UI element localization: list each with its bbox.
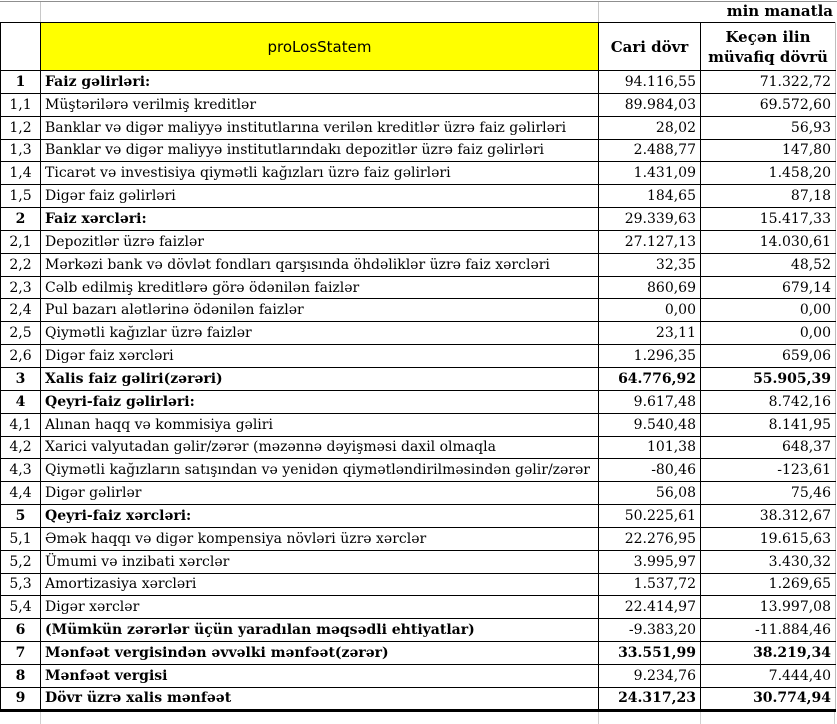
previous-period-value-cell[interactable]: 1.458,20 [701,162,836,185]
table-row [1,230,836,253]
row-number-cell[interactable]: 2,6 [1,345,41,368]
table-row [1,299,836,322]
row-label-cell[interactable]: Xarici valyutadan gəlir/zərər (məzənnə dəyişməsi daxil olmaqla [41,436,599,459]
current-period-value-cell[interactable]: 9.617,48 [599,390,701,413]
row-number-cell[interactable]: 2,4 [1,299,41,322]
row-label-cell[interactable]: Banklar və digər maliyyə institutlarındakı depozitlər üzrə faiz gəlirləri [41,139,599,162]
row-label-cell[interactable]: Faiz gəlirləri: [41,71,599,94]
row-label-cell[interactable]: Mənfəət vergisi [41,664,599,687]
previous-period-value-cell[interactable]: 48,52 [701,253,836,276]
row-number-cell[interactable]: 1,3 [1,139,41,162]
table-row [1,71,836,94]
current-period-value-cell[interactable]: 9.540,48 [599,413,701,436]
row-label-cell[interactable]: Digər gəlirlər [41,482,599,505]
previous-period-value-cell[interactable]: 13.997,08 [701,596,836,619]
previous-period-value-cell[interactable]: 8.742,16 [701,390,836,413]
gridline-vertical [598,2,599,22]
row-label-cell[interactable]: Dövr üzrə xalis mənfəət [41,687,599,710]
row-label-cell[interactable]: Əmək haqqı və digər kompensiya növləri üzrə xərclər [41,527,599,550]
current-period-value-cell[interactable]: 2.488,77 [599,139,701,162]
row-number-cell[interactable]: 5 [1,505,41,528]
unit-note-row [0,0,837,22]
row-number-cell[interactable]: 1,1 [1,93,41,116]
gridline-vertical [40,2,41,22]
table-row [1,162,836,185]
current-period-value-cell[interactable]: 24.317,23 [599,687,701,710]
previous-period-value-cell[interactable]: 1.269,65 [701,573,836,596]
row-number-cell[interactable]: 7 [1,642,41,665]
current-period-value-cell[interactable]: 860,69 [599,276,701,299]
previous-period-value-cell[interactable]: 30.774,94 [701,687,836,710]
current-period-value-cell[interactable]: 9.234,76 [599,664,701,687]
previous-period-value-cell[interactable]: 0,00 [701,322,836,345]
previous-period-value-cell[interactable]: 71.322,72 [701,71,836,94]
row-label-cell[interactable]: Mərkəzi bank və dövlət fondları qarşısında öhdəliklər üzrə faiz xərcləri [41,253,599,276]
previous-period-value-cell[interactable]: 0,00 [701,299,836,322]
row-number-cell[interactable]: 1,5 [1,185,41,208]
current-period-value-cell[interactable]: 3.995,97 [599,550,701,573]
previous-period-value-cell[interactable]: 69.572,60 [701,93,836,116]
previous-period-value-cell[interactable]: 659,06 [701,345,836,368]
row-number-cell[interactable]: 4,1 [1,413,41,436]
previous-period-value-cell[interactable]: -123,61 [701,459,836,482]
table-row [1,413,836,436]
row-label-cell[interactable]: Qiymətli kağızların satışından və yenidən qiymətləndirilməsindən gəlir/zərər [41,459,599,482]
gridline-vertical [598,712,599,724]
previous-period-value-cell[interactable]: 648,37 [701,436,836,459]
current-period-value-cell[interactable]: 22.276,95 [599,527,701,550]
row-number-cell[interactable]: 5,2 [1,550,41,573]
row-number-cell[interactable]: 4,2 [1,436,41,459]
current-period-value-cell[interactable]: -9.383,20 [599,619,701,642]
current-period-value-cell[interactable]: 56,08 [599,482,701,505]
table-row [1,345,836,368]
table-row [1,687,836,710]
col-header-previous-line1: Keçən ilin [725,27,811,46]
statement-title-cell[interactable]: proLosStatem [41,23,599,71]
previous-period-value-cell[interactable]: 15.417,33 [701,208,836,231]
current-period-value-cell[interactable]: 29.339,63 [599,208,701,231]
current-period-value-cell[interactable]: 33.551,99 [599,642,701,665]
col-header-previous-line2: müvafiq dövrü [708,47,828,66]
row-number-cell[interactable]: 2,5 [1,322,41,345]
table-row [1,208,836,231]
table-row [1,93,836,116]
table-row [1,185,836,208]
previous-period-value-cell[interactable]: 7.444,40 [701,664,836,687]
table-body [1,71,836,711]
current-period-value-cell[interactable]: 64.776,92 [599,367,701,390]
gridline-vertical [700,712,701,724]
row-label-cell[interactable]: Depozitlər üzrə faizlər [41,230,599,253]
row-label-cell[interactable]: Mənfəət vergisindən əvvəlki mənfəət(zərər) [41,642,599,665]
current-period-value-cell[interactable]: 94.116,55 [599,71,701,94]
unit-note: min manatla [726,2,833,20]
table-row [1,367,836,390]
current-period-value-cell[interactable]: 89.984,03 [599,93,701,116]
table-row [1,482,836,505]
current-period-value-cell[interactable]: 22.414,97 [599,596,701,619]
gridline-vertical [40,712,41,724]
row-label-cell[interactable]: Cəlb edilmiş kreditlərə görə ödənilən faizlər [41,276,599,299]
current-period-value-cell[interactable]: 23,11 [599,322,701,345]
current-period-value-cell[interactable]: 32,35 [599,253,701,276]
row-label-cell[interactable]: Ticarət və investisiya qiymətli kağızları üzrə faiz gəlirləri [41,162,599,185]
previous-period-value-cell[interactable]: 55.905,39 [701,367,836,390]
previous-period-value-cell[interactable]: 8.141,95 [701,413,836,436]
current-period-value-cell[interactable]: 0,00 [599,299,701,322]
table-row [1,619,836,642]
row-number-cell[interactable]: 1,2 [1,116,41,139]
table-row [1,664,836,687]
corner-cell[interactable] [1,23,41,71]
table-row [1,390,836,413]
row-label-cell[interactable]: Faiz xərcləri: [41,208,599,231]
row-number-cell[interactable]: 2,3 [1,276,41,299]
current-period-value-cell[interactable]: 1.431,09 [599,162,701,185]
row-number-cell[interactable]: 1,4 [1,162,41,185]
row-label-cell[interactable]: (Mümkün zərərlər üçün yaradılan məqsədli ehtiyatlar) [41,619,599,642]
row-label-cell[interactable]: Banklar və digər maliyyə institutlarına verilən kreditlər üzrə faiz gəlirləri [41,116,599,139]
previous-period-value-cell[interactable]: 87,18 [701,185,836,208]
below-table-gridlines [0,712,837,724]
col-header-previous-period[interactable] [701,23,836,71]
current-period-value-cell[interactable]: 101,38 [599,436,701,459]
current-period-value-cell[interactable]: 1.537,72 [599,573,701,596]
table-row [1,550,836,573]
row-number-cell[interactable]: 5,1 [1,527,41,550]
current-period-value-cell[interactable]: 28,02 [599,116,701,139]
row-label-cell[interactable]: Pul bazarı alətlərinə ödənilən faizlər [41,299,599,322]
current-period-value-cell[interactable]: 27.127,13 [599,230,701,253]
table-row [1,642,836,665]
row-label-cell[interactable]: Alınan haqq və kommisiya gəliri [41,413,599,436]
table-row [1,527,836,550]
row-number-cell[interactable]: 2 [1,208,41,231]
row-number-cell[interactable]: 8 [1,664,41,687]
previous-period-value-cell[interactable]: 75,46 [701,482,836,505]
previous-period-value-cell[interactable]: -11.884,46 [701,619,836,642]
row-number-cell[interactable]: 2,1 [1,230,41,253]
table-row [1,139,836,162]
row-number-cell[interactable]: 4 [1,390,41,413]
previous-period-value-cell[interactable]: 19.615,63 [701,527,836,550]
table-row [1,322,836,345]
row-number-cell[interactable]: 6 [1,619,41,642]
table-row [1,116,836,139]
previous-period-value-cell[interactable]: 14.030,61 [701,230,836,253]
table-row [1,505,836,528]
current-period-value-cell[interactable]: 184,65 [599,185,701,208]
row-number-cell[interactable]: 2,2 [1,253,41,276]
table-row [1,436,836,459]
current-period-value-cell[interactable]: -80,46 [599,459,701,482]
gridline-horizontal [0,1,837,2]
row-number-cell[interactable]: 5,3 [1,573,41,596]
table-header-row [1,23,836,71]
row-number-cell[interactable]: 3 [1,367,41,390]
previous-period-value-cell[interactable]: 679,14 [701,276,836,299]
table-row [1,253,836,276]
table-row [1,459,836,482]
row-label-cell[interactable]: Qiymətli kağızlar üzrə faizlər [41,322,599,345]
row-number-cell[interactable]: 4,4 [1,482,41,505]
table-row [1,573,836,596]
table-row [1,276,836,299]
previous-period-value-cell[interactable]: 3.430,32 [701,550,836,573]
pl-table [0,22,836,712]
row-label-cell[interactable]: Digər xərclər [41,596,599,619]
previous-period-value-cell[interactable]: 147,80 [701,139,836,162]
current-period-value-cell[interactable]: 50.225,61 [599,505,701,528]
row-label-cell[interactable]: Qeyri-faiz gəlirləri: [41,390,599,413]
row-label-cell[interactable]: Ümumi və inzibati xərclər [41,550,599,573]
gridline-vertical [834,712,835,724]
row-label-cell[interactable]: Digər faiz gəlirləri [41,185,599,208]
row-number-cell[interactable]: 9 [1,687,41,710]
row-number-cell[interactable]: 1 [1,71,41,94]
row-label-cell[interactable]: Amortizasiya xərcləri [41,573,599,596]
row-number-cell[interactable]: 5,4 [1,596,41,619]
row-label-cell[interactable]: Xalis faiz gəliri(zərəri) [41,367,599,390]
current-period-value-cell[interactable]: 1.296,35 [599,345,701,368]
row-label-cell[interactable]: Qeyri-faiz xərcləri: [41,505,599,528]
previous-period-value-cell[interactable]: 38.219,34 [701,642,836,665]
previous-period-value-cell[interactable]: 56,93 [701,116,836,139]
col-header-current-period[interactable]: Cari dövr [599,23,701,71]
previous-period-value-cell[interactable]: 38.312,67 [701,505,836,528]
table-row [1,596,836,619]
row-label-cell[interactable]: Digər faiz xərcləri [41,345,599,368]
row-number-cell[interactable]: 4,3 [1,459,41,482]
row-label-cell[interactable]: Müştərilərə verilmiş kreditlər [41,93,599,116]
